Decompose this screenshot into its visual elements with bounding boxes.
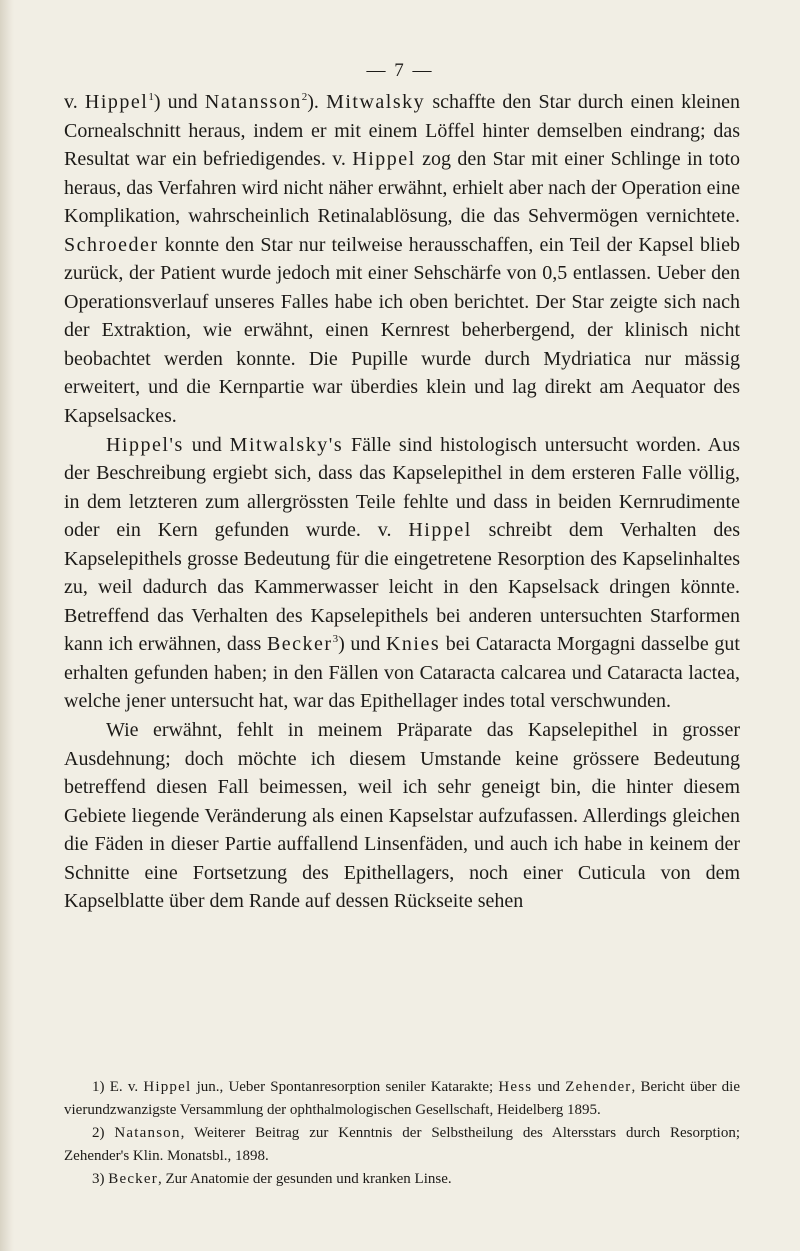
footnote-2	[64, 1122, 740, 1168]
paragraph-1	[64, 88, 740, 431]
author-name: Hippel	[143, 1079, 192, 1095]
footnote-number: 2)	[92, 1125, 115, 1141]
text-run: ) und	[338, 633, 386, 656]
footnote-number: 1) E. v.	[92, 1079, 144, 1095]
paragraph-3: Wie erwähnt, fehlt in meinem Präparate das Kapselepithel in grosser Ausdehnung; doch möchte ich diesem Umstande keine grössere Bedeutung betreffend diesen Fall beimessen, weil ich sehr geneigt bin, die hinter diesem Gebiete liegende Veränderung als einen Kapselstar aufzufassen. Allerdings gleichen die Fäden in dieser Partie auffallend Linsenfäden, und auch ich habe in keinem der Schnitte eine Fortsetzung des Epithellagers, noch einer Cuticula von dem Kapselblatte über dem Rande auf dessen Rückseite sehen	[64, 719, 740, 913]
text-run: schaffte den Star durch einen kleinen Cornealschnitt heraus, indem er mit einem Löffel hinter demselben eindrang; das Resultat war ein befriedigendes. v.	[64, 91, 740, 171]
text-run: ).	[307, 91, 327, 113]
author-name: Mitwalsky	[326, 91, 426, 113]
text-run: Fälle sind histologisch untersucht worden. Aus der Beschreibung ergiebt sich, dass das Kapselepithel in dem ersteren Falle völlig, in dem letzteren zum allergrössten Teile fehlte und dass in beiden Kernrudimente oder ein Kern gefunden wurde. v.	[64, 433, 740, 542]
text-run: bei Cataracta Morgagni dasselbe gut erhalten gefunden haben; in den Fällen von Cataracta calcarea und Cataracta lactea, welche jener untersucht hat, war das Epithellager indes total verschwunden.	[64, 633, 740, 713]
text-run: zog den Star mit einer Schlinge in toto heraus, das Verfahren wird nicht näher erwähnt, erhielt aber nach der Operation eine Komplikation, wahrscheinlich Retinalablösung, die das Sehvermögen vernichtete.	[64, 148, 740, 228]
author-name: Zehender	[565, 1079, 632, 1095]
footnote-1	[64, 1076, 740, 1122]
author-name: Hippel's	[106, 433, 184, 456]
page-number: — 7 —	[366, 60, 434, 81]
footnote-ref: 1	[148, 91, 154, 103]
page-binding-edge	[0, 0, 14, 1251]
text-run: v.	[64, 91, 85, 113]
text-run: konnte den Star nur teilweise herausschaffen, ein Teil der Kapsel blieb zurück, der Patient wurde jedoch mit einer Sehschärfe von 0,5 entlassen. Ueber den Operationsverlauf unseres Falles habe ich oben berichtet. Der Star zeigte sich nach der Extraktion, wie erwähnt, einen Kernrest beherbergend, der klinisch nicht beobachtet werden konnte. Die Pupille wurde durch Mydriatica nur mässig erweitert, und die Kernpartie war überdies klein und lag direkt am Aequator des Kapselsackes.	[64, 233, 740, 428]
footnotes	[64, 1076, 740, 1191]
text-run: schreibt dem Verhalten des Kapselepithels grosse Bedeutung für die eingetretene Resorption des Kapselinhaltes zu, weil dadurch das Kammerwasser leicht in den Kapselsack dringen könnte. Betreffend das Verhalten des Kapselepithels bei anderen untersuchten Starformen kann ich erwähnen, dass	[64, 519, 740, 656]
text-run: und	[183, 433, 230, 456]
text-run: und	[532, 1079, 566, 1095]
text-run: , Bericht über die vierundzwanzigste Versammlung der ophthalmologischen Gesellschaft, Heidelberg 1895.	[64, 1079, 741, 1118]
author-name: Hippel	[84, 91, 149, 113]
author-name: Hess	[498, 1079, 533, 1095]
footnote-number: 3)	[92, 1171, 109, 1187]
footnote-ref: 2	[301, 91, 308, 103]
author-name: Natansson	[204, 91, 302, 113]
footnote-3	[64, 1168, 740, 1191]
author-name: Knies	[385, 633, 441, 656]
footnote-ref: 3	[332, 633, 339, 646]
text-run: , Zur Anatomie der gesunden und kranken Linse.	[157, 1171, 452, 1187]
text-run: , Weiterer Beitrag zur Kenntnis der Selbstheilung des Altersstars durch Resorption; Zehender's Klin. Monatsbl., 1898.	[64, 1125, 740, 1164]
author-name: Natanson	[114, 1125, 181, 1141]
author-name: Mitwalsky's	[229, 433, 344, 456]
author-name: Hippel	[352, 148, 416, 171]
text-run: ) und	[153, 91, 205, 113]
author-name: Hippel	[408, 519, 472, 542]
author-name: Schroeder	[64, 233, 159, 256]
author-name: Becker	[266, 633, 333, 656]
text-run: jun., Ueber Spontanresorption seniler Katarakte;	[191, 1079, 499, 1095]
author-name: Becker	[108, 1171, 158, 1187]
body-text	[64, 88, 740, 916]
paragraph-2	[64, 431, 740, 716]
